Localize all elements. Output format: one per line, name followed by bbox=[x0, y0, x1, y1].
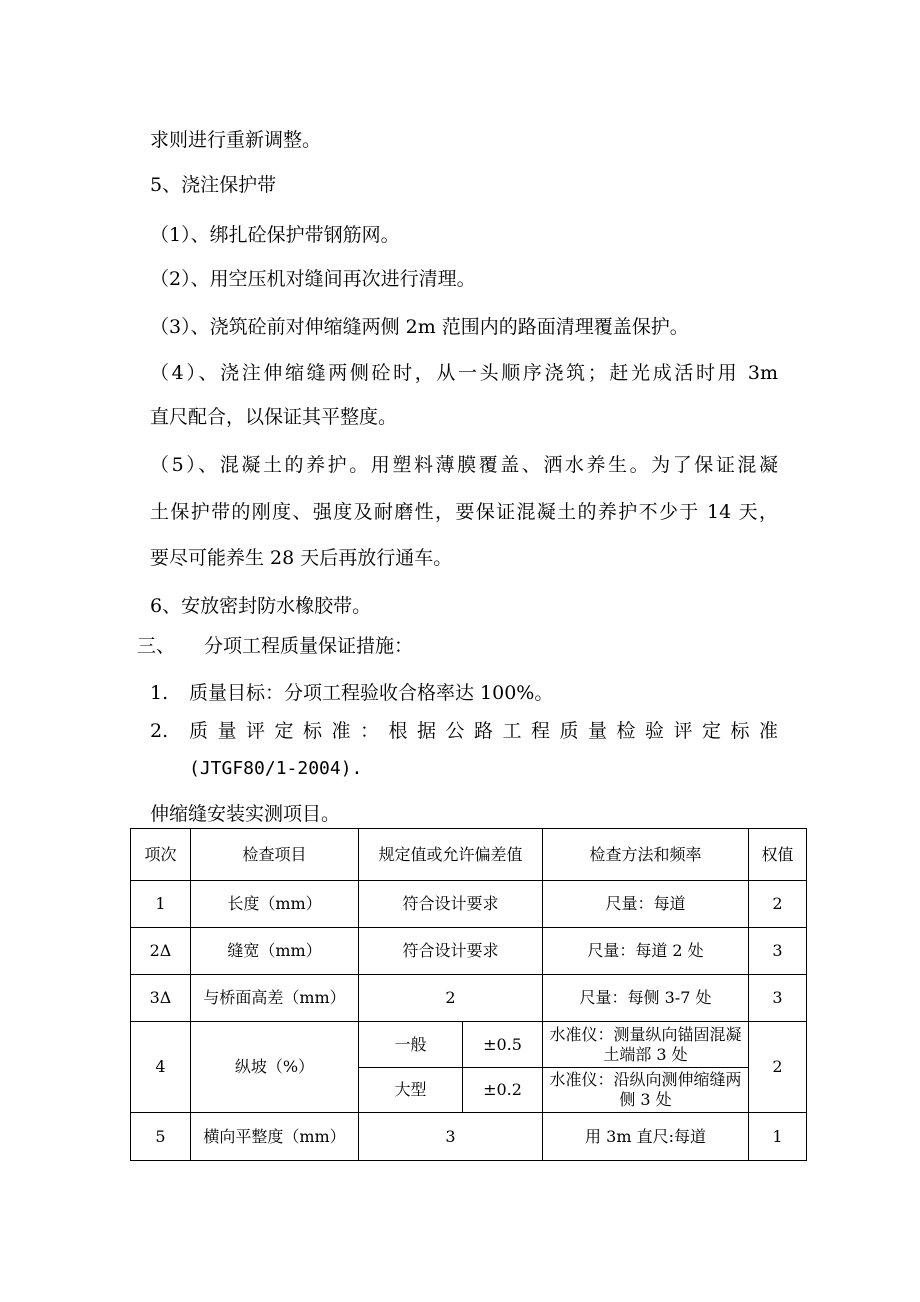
paragraph: （4）、浇注伸缩缝两侧砼时，从一头顺序浇筑；赶光成活时用 3m bbox=[150, 362, 778, 384]
check-method: 尺量：每侧 3-7 处 bbox=[543, 975, 749, 1022]
weight: 1 bbox=[749, 1113, 807, 1161]
weight: 3 bbox=[749, 975, 807, 1022]
list-item: 质量评定标准：根据公路工程质量检验评定标准 bbox=[189, 720, 778, 742]
check-method: 水准仪：测量纵向锚固混凝土端部 3 处 bbox=[543, 1022, 749, 1068]
spec-value: ±0.5 bbox=[463, 1022, 543, 1068]
weight: 2 bbox=[749, 881, 807, 928]
step-heading: 5、浇注保护带 bbox=[150, 174, 277, 196]
check-item: 与桥面高差（mm） bbox=[191, 975, 359, 1022]
section-number: 三、 bbox=[137, 635, 176, 657]
table-caption: 伸缩缝安装实测项目。 bbox=[150, 803, 341, 825]
header-cell: 检查方法和频率 bbox=[543, 829, 749, 881]
table-row bbox=[131, 975, 807, 1022]
inspection-table bbox=[130, 828, 807, 1161]
check-method: 水准仪：沿纵向测伸缩缝两侧 3 处 bbox=[543, 1068, 749, 1113]
check-item: 长度（mm） bbox=[191, 881, 359, 928]
paragraph: （5）、混凝土的养护。用塑料薄膜覆盖、洒水养生。为了保证混凝 bbox=[150, 454, 778, 476]
table-row bbox=[131, 881, 807, 928]
list-item-continuation: (JTGF80/1-2004). bbox=[189, 758, 363, 779]
check-item: 缝宽（mm） bbox=[191, 928, 359, 975]
sub-type: 一般 bbox=[359, 1022, 463, 1068]
header-cell: 检查项目 bbox=[191, 829, 359, 881]
table-header-row bbox=[131, 829, 807, 881]
header-cell: 规定值或允许偏差值 bbox=[359, 829, 543, 881]
check-item: 纵坡（%） bbox=[191, 1022, 359, 1113]
list-item: 质量目标：分项工程验收合格率达 100%。 bbox=[189, 682, 554, 704]
spec-value: 符合设计要求 bbox=[359, 928, 543, 975]
sub-type: 大型 bbox=[359, 1068, 463, 1113]
spec-value: ±0.2 bbox=[463, 1068, 543, 1113]
paragraph: 求则进行重新调整。 bbox=[150, 129, 322, 151]
paragraph: （1）、绑扎砼保护带钢筋网。 bbox=[150, 224, 400, 246]
paragraph: 土保护带的刚度、强度及耐磨性，要保证混凝土的养护不少于 14 天， bbox=[150, 501, 778, 523]
row-number: 3Δ bbox=[131, 975, 191, 1022]
row-number: 1 bbox=[131, 881, 191, 928]
table-row bbox=[131, 1113, 807, 1161]
table-row bbox=[131, 928, 807, 975]
header-cell: 项次 bbox=[131, 829, 191, 881]
check-item: 横向平整度（mm） bbox=[191, 1113, 359, 1161]
weight: 2 bbox=[749, 1022, 807, 1113]
row-number: 5 bbox=[131, 1113, 191, 1161]
check-method: 用 3m 直尺:每道 bbox=[543, 1113, 749, 1161]
section-title: 分项工程质量保证措施： bbox=[204, 635, 414, 657]
spec-value: 3 bbox=[359, 1113, 543, 1161]
header-cell: 权值 bbox=[749, 829, 807, 881]
paragraph: （2）、用空压机对缝间再次进行清理。 bbox=[150, 268, 476, 290]
step-heading: 6、安放密封防水橡胶带。 bbox=[150, 595, 372, 617]
table-row bbox=[131, 1022, 807, 1068]
check-method: 尺量：每道 2 处 bbox=[543, 928, 749, 975]
paragraph: （3）、浇筑砼前对伸缩缝两侧 2m 范围内的路面清理覆盖保护。 bbox=[150, 316, 689, 338]
row-number: 2Δ bbox=[131, 928, 191, 975]
weight: 3 bbox=[749, 928, 807, 975]
row-number: 4 bbox=[131, 1022, 191, 1113]
paragraph: 直尺配合，以保证其平整度。 bbox=[150, 406, 398, 428]
list-number: 1. bbox=[150, 682, 169, 704]
paragraph: 要尽可能养生 28 天后再放行通车。 bbox=[150, 547, 453, 569]
list-number: 2. bbox=[150, 720, 169, 742]
check-method: 尺量：每道 bbox=[543, 881, 749, 928]
spec-value: 符合设计要求 bbox=[359, 881, 543, 928]
spec-value: 2 bbox=[359, 975, 543, 1022]
